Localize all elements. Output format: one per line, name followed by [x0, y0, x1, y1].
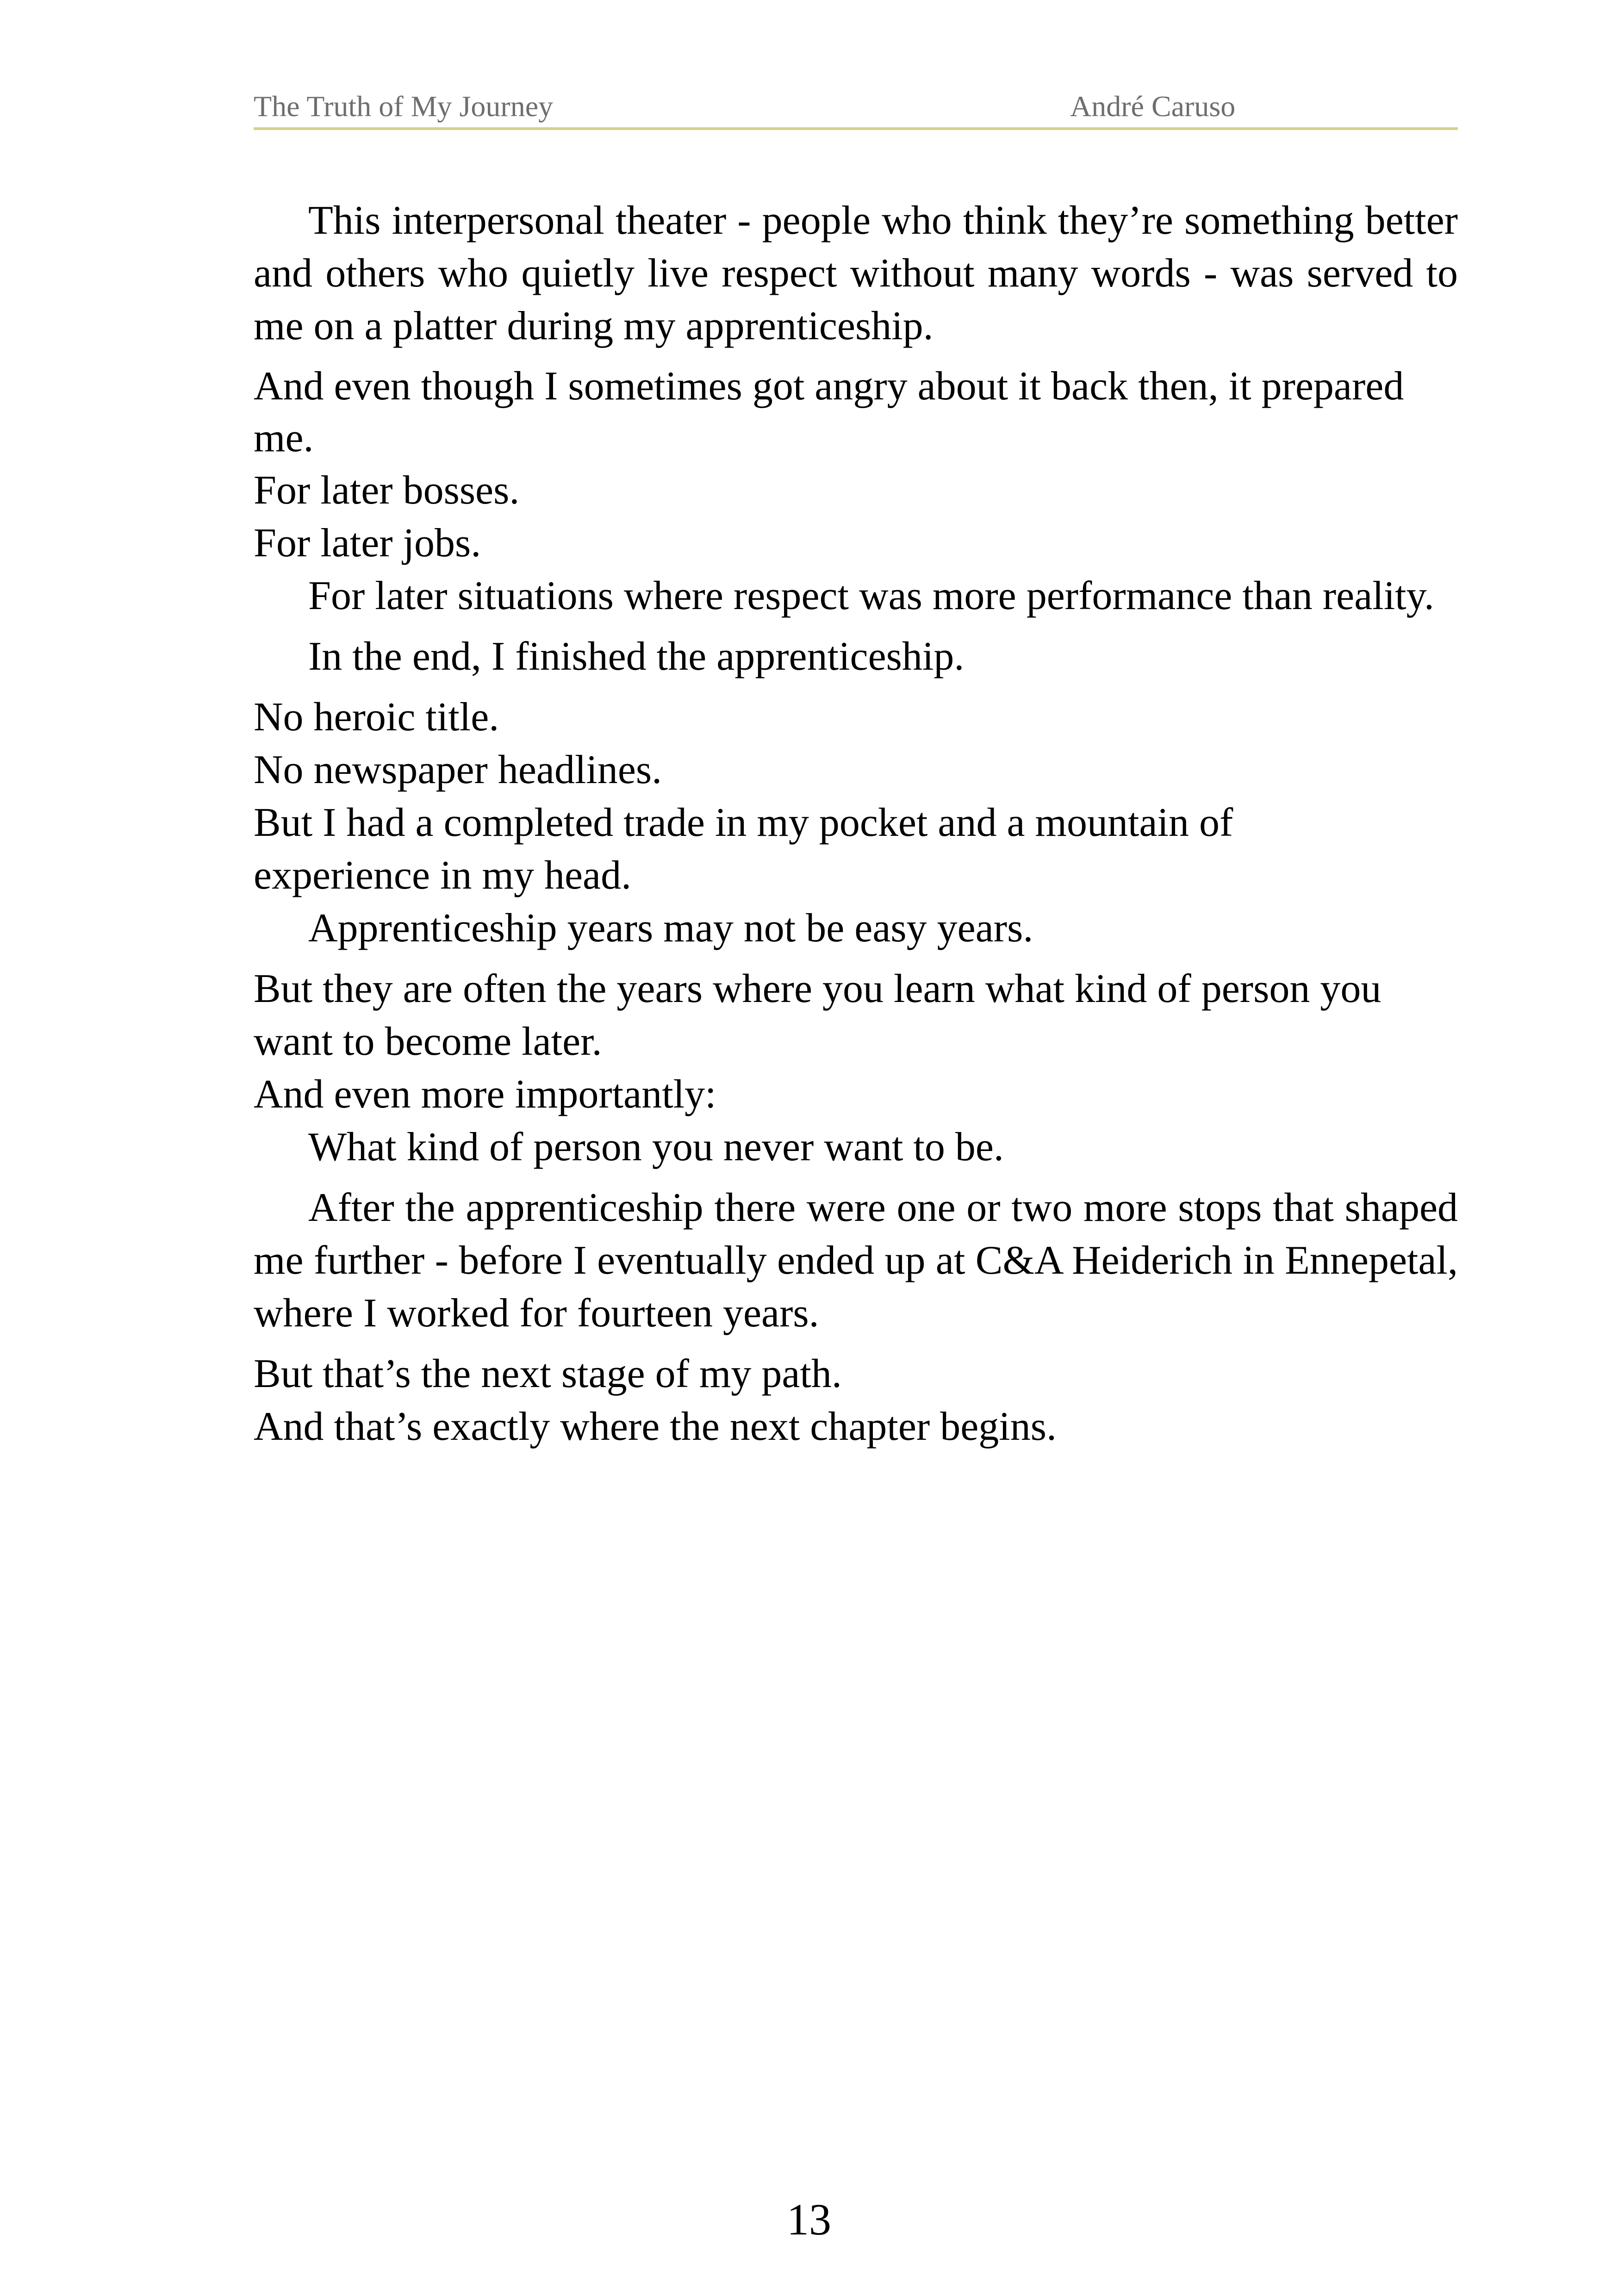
book-title: The Truth of My Journey — [254, 90, 554, 123]
paragraph: After the apprenticeship there were one or two more stops that shaped me further - before I eventually ended up at C&A Heiderich in Ennepetal, where I worked for fourteen years. — [254, 1185, 1458, 1336]
paragraph: For later situations where respect was more performance than reality. — [308, 573, 1434, 618]
paragraph: No newspaper headlines. — [254, 747, 662, 792]
paragraph: But that’s the next stage of my path. — [254, 1351, 842, 1396]
page-number: 13 — [787, 2195, 831, 2244]
author-name: André Caruso — [1070, 90, 1236, 123]
paragraph: And even though I sometimes got angry about it back then, it prepared me. — [254, 364, 1404, 460]
paragraph: But I had a completed trade in my pocket and a mountain of experience in my head. — [254, 800, 1233, 898]
paragraph: For later jobs. — [254, 521, 481, 566]
paragraph: For later bosses. — [254, 468, 520, 513]
paragraph: This interpersonal theater - people who think they’re something better and others who quietly live respect without many words - was served to me on a platter during my apprenticeship. — [254, 198, 1458, 348]
running-header — [254, 86, 1458, 130]
paragraph: Apprenticeship years may not be easy years. — [308, 906, 1033, 951]
paragraph: No heroic title. — [254, 695, 499, 740]
body-text — [254, 194, 1458, 1453]
paragraph: What kind of person you never want to be. — [308, 1125, 1004, 1170]
paragraph: And that’s exactly where the next chapter begins. — [254, 1404, 1057, 1449]
paragraph: But they are often the years where you learn what kind of person you want to become later. — [254, 966, 1382, 1064]
paragraph: In the end, I finished the apprenticeship. — [308, 634, 965, 679]
paragraph: And even more importantly: — [254, 1072, 716, 1117]
